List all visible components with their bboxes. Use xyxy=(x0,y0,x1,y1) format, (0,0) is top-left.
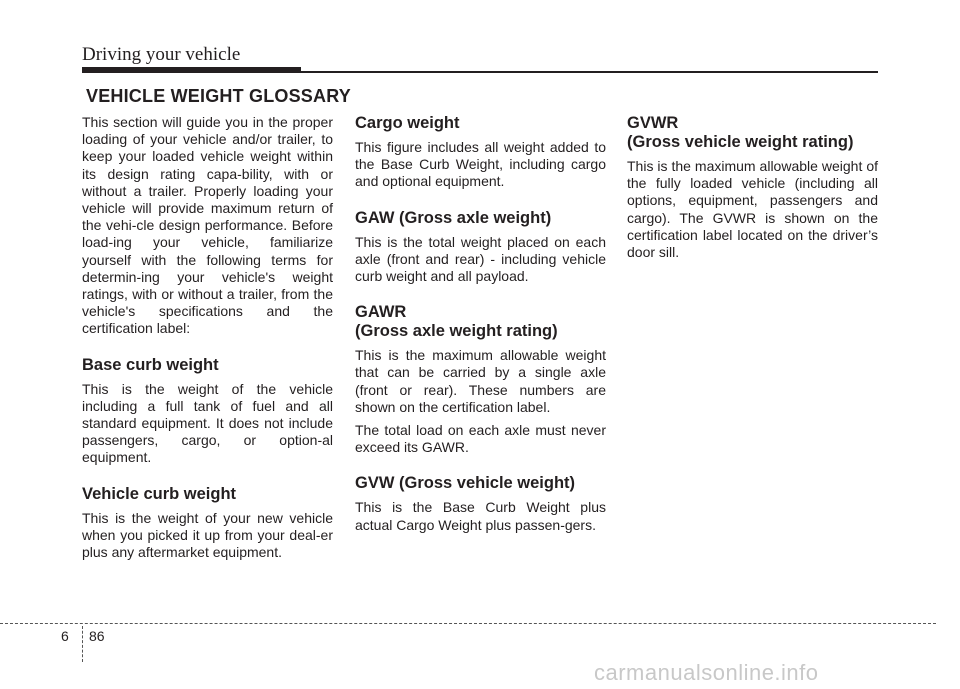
paragraph-gvw: This is the Base Curb Weight plus actual Cargo Weight plus passen-gers. xyxy=(355,499,606,533)
heading-cargo-weight: Cargo weight xyxy=(355,114,460,132)
paragraph-base-curb-weight: This is the weight of the vehicle including a full tank of fuel and all standard equipment. It does not include passengers, cargo, or option-al equipment. xyxy=(82,380,333,466)
heading-gvwr-line2: (Gross vehicle weight rating) xyxy=(627,133,854,151)
heading-gvwr xyxy=(627,114,878,152)
heading-gvw: GVW (Gross vehicle weight) xyxy=(355,474,576,493)
footer-dotted-rule xyxy=(0,623,936,624)
intro-paragraph: This section will guide you in the proper loading of your vehicle and/or trailer, to keep your loaded vehicle weight within its design rating capa-bility, with or without a trailer. Properly loading your vehicle will provide maximum return of the vehi-cle design performance. Before load-ing your vehicle, familiarize yourself with the following terms for determin-ing your vehicle's weight ratings, with or without a trailer, from the vehicle's specifications and the certification label: xyxy=(82,114,333,337)
paragraph-gawr-2: The total load on each axle must never exceed its GAWR. xyxy=(355,422,606,456)
column-2 xyxy=(355,114,606,540)
heading-gvwr-line1: GVWR xyxy=(627,114,679,132)
header-rule xyxy=(301,71,878,73)
paragraph-gvwr: This is the maximum allowable weight of the fully loaded vehicle (including all options, equipment, passengers and cargo). The GVWR is shown on the certification label located on the driver’s door sill. xyxy=(627,158,878,261)
heading-gaw: GAW (Gross axle weight) xyxy=(355,208,552,227)
running-header: Driving your vehicle xyxy=(82,44,241,65)
paragraph-gaw: This is the total weight placed on each axle (front and rear) - including vehicle curb weight and all payload. xyxy=(355,233,606,285)
column-1 xyxy=(82,114,333,567)
heading-gawr xyxy=(355,303,606,341)
heading-base-curb-weight: Base curb weight xyxy=(82,355,219,374)
paragraph-vehicle-curb-weight: This is the weight of your new vehicle when you picked it up from your deal-er plus any aftermarket equipment. xyxy=(82,509,333,561)
paragraph-cargo-weight: This figure includes all weight added to the Base Curb Weight, including cargo and optional equipment. xyxy=(355,139,606,190)
chapter-number: 6 xyxy=(61,628,69,644)
paragraph-gawr-1: This is the maximum allowable weight that can be carried by a single axle (front or rear). These numbers are shown on the certification label. xyxy=(355,347,606,415)
column-3 xyxy=(627,114,878,267)
heading-vehicle-curb-weight: Vehicle curb weight xyxy=(82,484,237,503)
page-number: 86 xyxy=(89,628,105,644)
heading-gawr-line2: (Gross axle weight rating) xyxy=(355,322,558,341)
header-bar xyxy=(82,67,301,73)
section-title: VEHICLE WEIGHT GLOSSARY xyxy=(86,86,351,106)
footer-vertical-divider xyxy=(82,626,83,662)
watermark: carmanualsonline.info xyxy=(594,660,819,685)
heading-gawr-line1: GAWR xyxy=(355,303,407,322)
